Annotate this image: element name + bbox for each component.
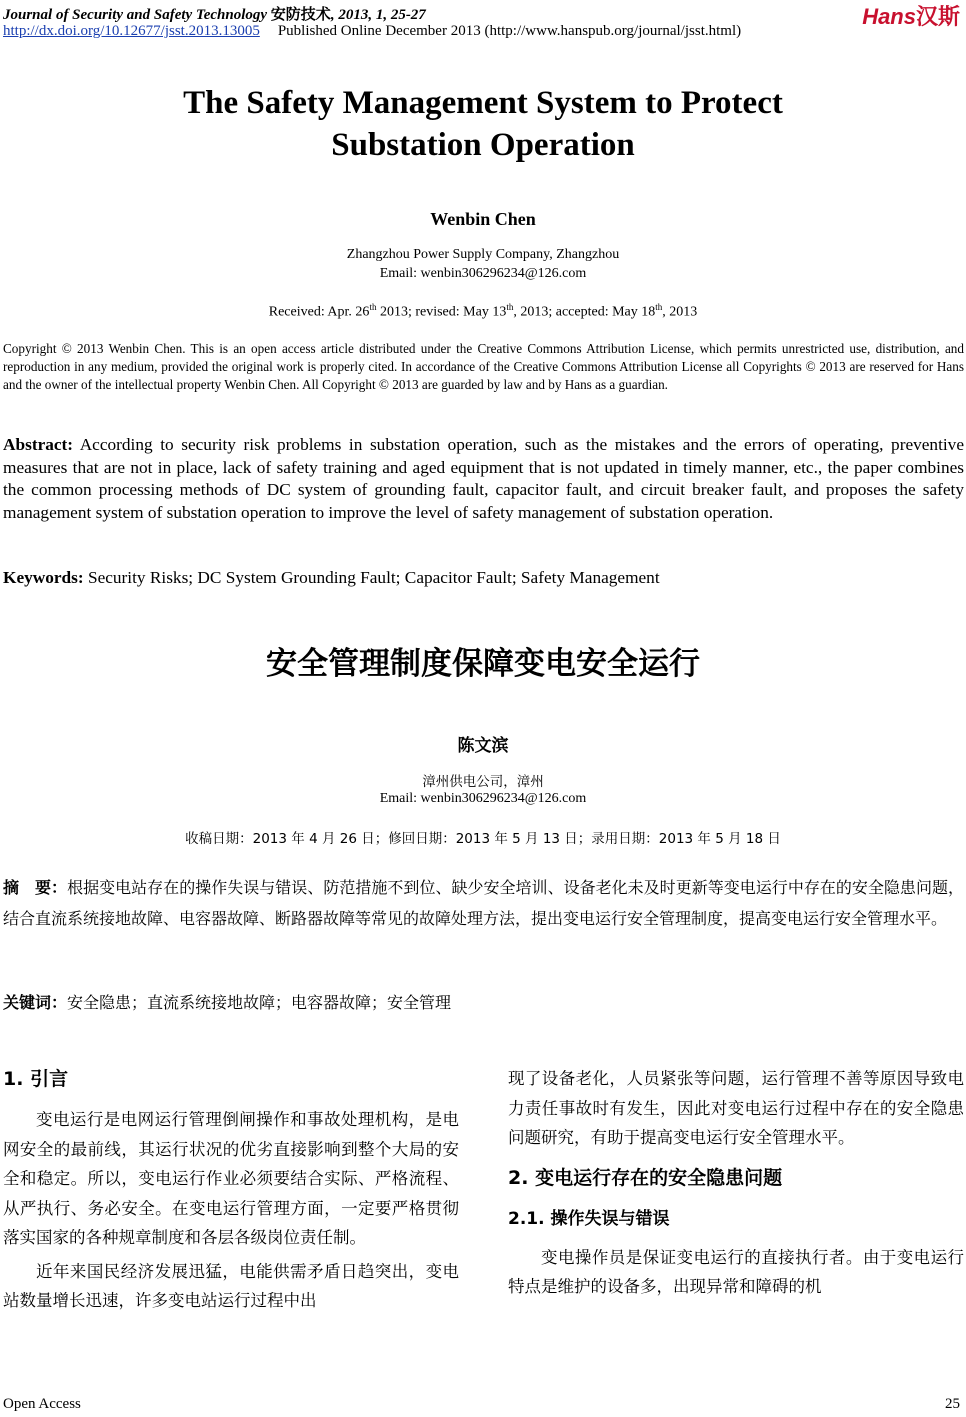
abstract-cn <box>3 873 964 934</box>
section-2-1-paragraph-1: 变电操作员是保证变电运行的直接执行者。由于变电运行特点是维护的设备多，出现异常和障碍的机 <box>508 1247 964 1296</box>
section-1-paragraph-1: 变电运行是电网运行管理倒闸操作和事故处理机构，是电网安全的最前线，其运行状况的优劣直接影响到整个大局的安全和稳定。所以，变电运行作业必须要结合实际、严格流程、从严执行、务必安全。在变电运行管理方面，一定要严格贯彻落实国家的各种规章制度和各层各级岗位责任制。 <box>3 1110 459 1247</box>
page-number: 25 <box>945 1396 960 1412</box>
paper-title-cn: 安全管理制度保障变电安全运行 <box>266 646 700 682</box>
open-access-label: Open Access <box>3 1396 81 1412</box>
journal-volume: , 2013, 1, 25-27 <box>330 7 426 23</box>
logo-latin: Hans <box>862 4 916 29</box>
received-dates: Received: Apr. 26th 2013; revised: May 13th, 2013; accepted: May 18th, 2013 <box>268 302 698 320</box>
abstract-label: Abstract: <box>3 435 74 454</box>
logo-cn: 汉斯 <box>915 5 960 30</box>
journal-name-cn: 安防技术 <box>270 5 331 23</box>
abstract-text: According to security risk problems in substation operation, such as the mistakes and the errors of operating, preventive measures that are not in place, lack of safety training and aged equipment that is not updated in timely manner, etc., the paper combines the common processing methods of DC system of grounding fault, capacitor fault, and circuit breaker fault, and proposes the safety management system of substation operation to improve the level of safety management of substation operation. <box>3 435 964 522</box>
copyright-notice: Copyright © 2013 Wenbin Chen. This is an open access article distributed under the Creative Commons Attribution License, which permits unrestricted use, distribution, and reproduction in any medium, provided the original work is properly cited. In accordance of the Creative Commons Attribution License all Copyrights © 2013 are reserved for Hans and the owner of the intellectual property Wenbin Chen. All Copyright © 2013 are guarded by law and by Hans as a guardian. <box>3 341 964 392</box>
journal-header <box>3 3 426 24</box>
doi-line <box>3 23 741 40</box>
keywords-cn <box>3 990 964 1013</box>
author-email: Email: wenbin306296234@126.com <box>379 266 587 281</box>
doi-link[interactable]: http://dx.doi.org/10.12677/jsst.2013.13005 <box>3 23 260 39</box>
keywords-label-cn: 关键词： <box>3 993 68 1012</box>
abstract-text-cn: 根据变电站存在的操作失误与错误、防范措施不到位、缺少安全培训、设备老化未及时更新等变电运行中存在的安全隐患问题，结合直流系统接地故障、电容器故障、断路器故障等常见的故障处理方法，提出变电运行安全管理制度，提高变电运行安全管理水平。 <box>3 878 964 928</box>
paper-title <box>0 82 966 166</box>
dates-cn: 收稿日期：2013 年 4 月 26 日；修回日期：2013 年 5 月 13 日；录用日期：2013 年 5 月 18 日 <box>185 831 781 847</box>
section-1-heading: 1. 引言 <box>3 1068 69 1090</box>
section-1-paragraph-2-continued: 现了设备老化，人员紧张等问题，运行管理不善等原因导致电力责任事故时有发生，因此对变电运行过程中存在的安全隐患问题研究，有助于提高变电运行安全管理水平。 <box>508 1069 964 1147</box>
author-name: Wenbin Chen <box>430 209 536 229</box>
keywords-text: Security Risks; DC System Grounding Fault; Capacitor Fault; Safety Management <box>83 568 660 587</box>
paper-title-line1: The Safety Management System to Protect <box>183 85 783 121</box>
publisher-logo <box>862 0 960 31</box>
keywords-label: Keywords: <box>3 568 84 587</box>
section-1-paragraph-2: 近年来国民经济发展迅猛，电能供需矛盾日趋突出，变电站数量增长迅速，许多变电站运行过程中出 <box>3 1261 459 1310</box>
keywords-text-cn: 安全隐患；直流系统接地故障；电容器故障；安全管理 <box>67 993 452 1012</box>
author-name-cn: 陈文滨 <box>457 736 509 756</box>
section-2-heading: 2. 变电运行存在的安全隐患问题 <box>508 1166 783 1189</box>
paper-title-line2: Substation Operation <box>331 127 635 163</box>
author-email-cn: Email: wenbin306296234@126.com <box>379 791 587 806</box>
published-online: Published Online December 2013 (http://www.hanspub.org/journal/jsst.html) <box>277 23 742 39</box>
body-column-left <box>3 1064 459 1316</box>
abstract-en <box>3 434 964 524</box>
affiliation: Zhangzhou Power Supply Company, Zhangzhou <box>346 247 620 262</box>
journal-name-en: Journal of Security and Safety Technology <box>3 7 268 23</box>
abstract-label-cn: 摘 要： <box>3 878 68 897</box>
affiliation-cn: 漳州供电公司，漳州 <box>422 774 544 790</box>
keywords-en <box>3 568 964 588</box>
body-column-right <box>508 1064 964 1302</box>
section-2-1-heading: 2.1. 操作失误与错误 <box>508 1208 670 1229</box>
